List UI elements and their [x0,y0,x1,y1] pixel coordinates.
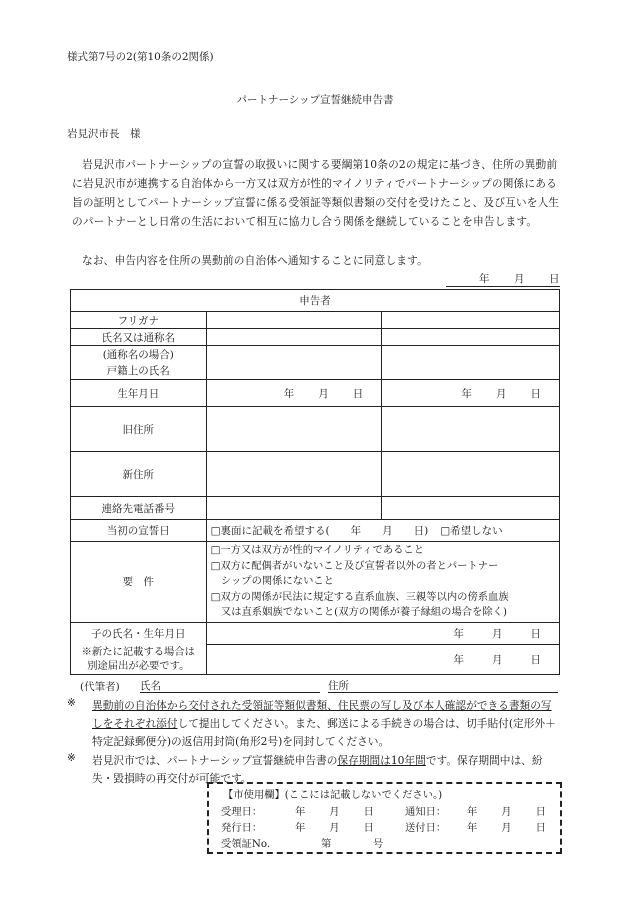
child-note: ※新たに記載する場合は 別途届出が必要です。 [71,644,207,674]
initial-oath-label: 当初の宣誓日 [71,520,207,542]
agent-name-label: 氏名 [140,680,161,692]
cert-no-go: 号 [373,838,384,850]
office-use-heading: 【市使用欄】(ここには記載しないでください。) [223,789,443,801]
requirement-1[interactable]: □一方又は双方が性的マイノリティであること [210,544,425,556]
note-2: 岩見沢市では、パートナーシップ宣誓継続申告書の保存期間は10年間です。保存期間中は、紛失・毀損時の再交付が可能です。 [92,754,543,785]
old-address-field-1[interactable] [206,407,382,452]
old-address-field-2[interactable] [382,407,560,452]
phone-field-2[interactable] [382,497,560,520]
received-date[interactable]: 年 月 日 [295,806,374,818]
requirements-list [206,542,559,623]
issued-label: 発行日： [221,822,263,834]
name-field-1[interactable] [206,329,382,346]
declarant-table [70,289,560,675]
consent-paragraph: なお、申告内容を住所の異動前の自治体へ通知することに同意します。 [82,254,428,267]
office-use-box [207,782,562,854]
note-1: 異動前の自治体から交付された受領証等類似書類、住民票の写し及び本人確認ができる書類の写しをそれぞれ添付して提出してください。また、郵送による手続きの場合は、切手貼付(定形外＋特定記録郵便分)の返信用封筒(角形2号)を同封してください。 [92,699,556,748]
furigana-field-1[interactable] [206,312,382,329]
note-mark-1: ※ [67,697,76,709]
requirement-3[interactable]: □双方の関係が民法に規定する直系血族、三親等以内の傍系血族 [210,590,509,603]
agent-address-label: 住所 [328,680,349,692]
agent-label: (代筆者) [80,681,120,693]
new-address-field-1[interactable] [206,452,382,497]
agent-address-field[interactable] [328,677,558,693]
phone-label: 連絡先電話番号 [71,497,207,520]
requirements-label: 要 件 [71,542,207,623]
child-field-2[interactable]: 年 月 日 [206,644,559,674]
name-field-2[interactable] [382,329,560,346]
koseki-label: (通称名の場合) 戸籍上の氏名 [71,346,207,380]
form-number: 様式第7号の2(第10条の2関係) [67,51,214,63]
child-field-1[interactable]: 年 月 日 [206,622,559,644]
phone-field-1[interactable] [206,497,382,520]
issued-date[interactable]: 年 月 日 [295,822,374,834]
new-address-field-2[interactable] [382,452,560,497]
furigana-label: フリガナ [71,312,207,329]
sent-label: 送付日： [405,822,447,834]
date-month-label: 月 [514,273,525,285]
note-mark-2: ※ [67,752,76,764]
notify-date[interactable]: 年 月 日 [467,806,546,818]
new-address-label: 新住所 [71,452,207,497]
sent-date[interactable]: 年 月 日 [467,822,546,834]
requirement-2[interactable]: □双方に配偶者がいないこと及び宣誓者以外の者とパートナー [210,559,499,572]
child-label: 子の氏名・生年月日 [71,622,207,644]
name-label: 氏名又は通称名 [71,329,207,346]
requirement-3-cont: 又は直系姻族でないこと(双方の関係が養子縁組の場合を除く) [210,606,507,618]
requirement-2-cont: シップの関係にないこと [210,575,334,587]
old-address-label: 旧住所 [71,407,207,452]
initial-oath-options [206,520,559,542]
birth-field-1[interactable]: 年 月 日 [206,380,382,407]
table-header: 申告者 [71,290,560,312]
date-day-label: 日 [549,273,560,285]
koseki-field-2[interactable] [382,346,560,380]
agent-name-field[interactable] [140,677,320,693]
submission-date[interactable] [446,270,560,287]
body-paragraph: 岩見沢市パートナーシップの宣誓の取扱いに関する要綱第10条の2の規定に基づき、住所の異動前に岩見沢市が連携する自治体から一方又は双方が性的マイノリティでパートナーシップの関係にある旨の証明としてパートナーシップ宣誓に係る受領証等類似書類の交付を受けたこと、及び互いを人生のパートナーとし日常の生活において相互に協力し合う関係を継続していることを申告します。 [72,158,560,228]
cert-no-dai: 第 [321,838,332,850]
page-title: パートナーシップ宣誓継続申告書 [236,94,394,106]
date-year-label: 年 [479,273,490,285]
received-label: 受理日： [221,806,263,818]
cert-no-label: 受領証No. [221,838,271,850]
oath-option-back-page[interactable]: □裏面に記載を希望する( 年 月 日) [210,525,429,537]
birth-label: 生年月日 [71,380,207,407]
oath-option-not-wanted[interactable]: □希望しない [440,525,503,537]
furigana-field-2[interactable] [382,312,560,329]
addressee: 岩見沢市長 様 [67,128,141,140]
koseki-field-1[interactable] [206,346,382,380]
birth-field-2[interactable]: 年 月 日 [382,380,560,407]
notify-label: 通知日： [405,806,447,818]
